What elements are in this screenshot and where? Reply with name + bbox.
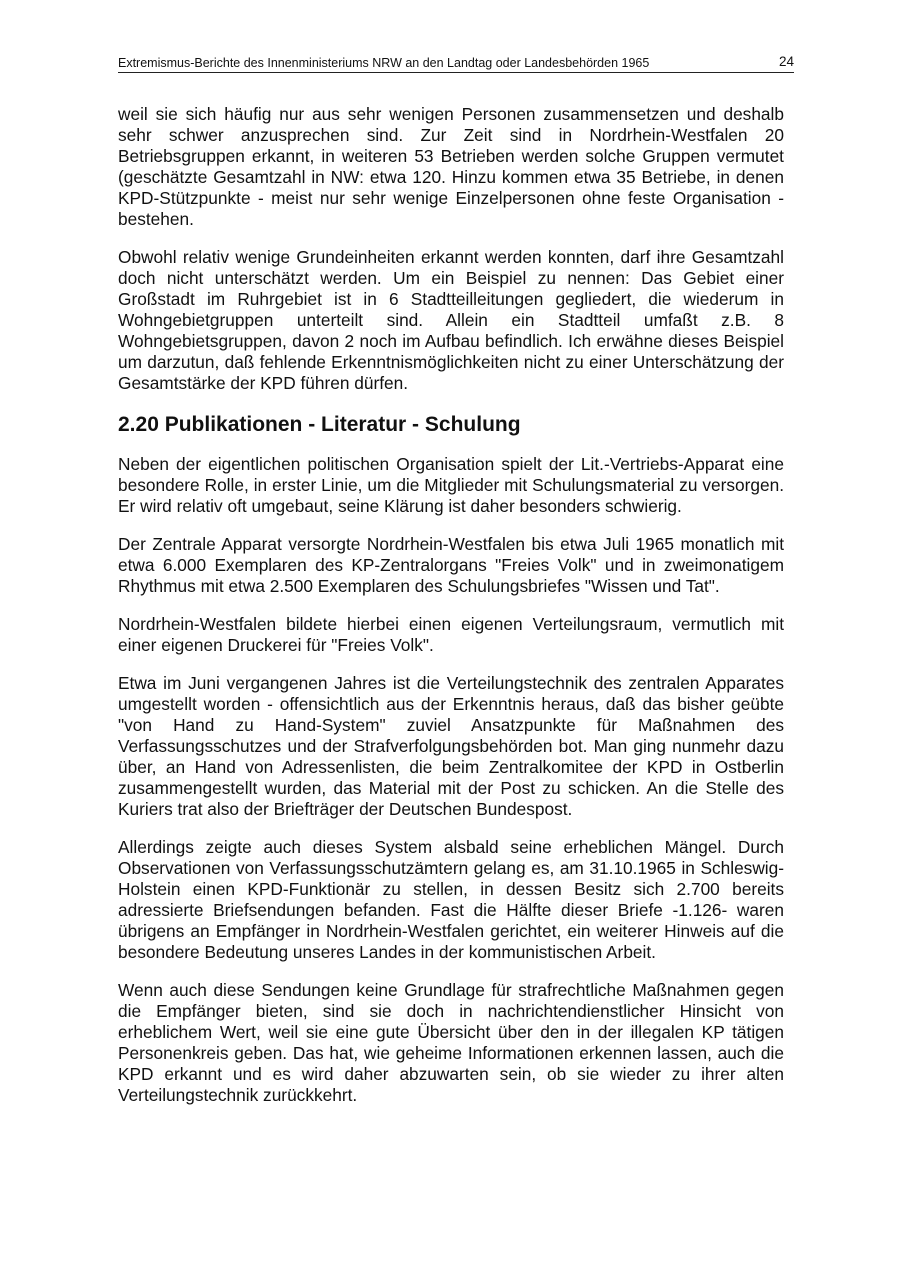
header-title: Extremismus-Berichte des Innenministeriums NRW an den Landtag oder Landesbehörden 1965 — [118, 56, 650, 70]
paragraph-1: weil sie sich häufig nur aus sehr wenigen Personen zusammensetzen und deshalb sehr schwer anzusprechen sind. Zur Zeit sind in Nordrhein-Westfalen 20 Betriebsgruppen erkannt, in weiteren 53 Betrieben werden solche Gruppen vermutet (geschätzte Gesamtzahl in NW: etwa 120. Hinzu kommen etwa 35 Betriebe, in denen KPD-Stützpunkte - meist nur sehr wenige Einzelpersonen ohne feste Organisation - bestehen. — [118, 104, 784, 229]
page-header — [118, 54, 794, 73]
page-number: 24 — [778, 54, 794, 69]
paragraph-6: Etwa im Juni vergangenen Jahres ist die Verteilungstechnik des zentralen Apparates umgestellt worden - offensichtlich aus der Erkenntnis heraus, daß das bisher geübte "von Hand zu Hand-System" zuviel Ansatzpunkte für Maßnahmen des Verfassungsschutzes und der Strafverfolgungsbehörden bot. Man ging nunmehr dazu über, an Hand von Adressenlisten, die beim Zentralkomitee der KPD in Ostberlin zusammengestellt wurden, das Material mit der Post zu schicken. An die Stelle des Kuriers trat also der Briefträger der Deutschen Bundespost. — [118, 673, 784, 819]
paragraph-5: Nordrhein-Westfalen bildete hierbei einen eigenen Verteilungsraum, vermutlich mit einer eigenen Druckerei für "Freies Volk". — [118, 614, 784, 655]
paragraph-2: Obwohl relativ wenige Grundeinheiten erkannt werden konnten, darf ihre Gesamtzahl doch nicht unterschätzt werden. Um ein Beispiel zu nennen: Das Gebiet einer Großstadt im Ruhrgebiet ist in 6 Stadtteilleitungen gegliedert, die wiederum in Wohngebietgruppen unterteilt sind. Allein ein Stadtteil umfaßt z.B. 8 Wohngebietsgruppen, davon 2 noch im Aufbau befindlich. Ich erwähne dieses Beispiel um darzutun, daß fehlende Erkenntnismöglichkeiten nicht zu einer Unterschätzung der Gesamtstärke der KPD führen dürfen. — [118, 247, 784, 393]
section-heading: 2.20 Publikationen - Literatur - Schulung — [118, 413, 521, 436]
paragraph-7: Allerdings zeigte auch dieses System alsbald seine erheblichen Mängel. Durch Observationen von Verfassungsschutzämtern gelang es, am 31.10.1965 in Schleswig-Holstein einen KPD-Funktionär zu stellen, in dessen Besitz sich 2.700 bereits adressierte Briefsendungen befanden. Fast die Hälfte dieser Briefe -1.126- waren übrigens an Empfänger in Nordrhein-Westfalen gerichtet, ein weiterer Hinweis auf die besondere Bedeutung unseres Landes in der kommunistischen Arbeit. — [118, 837, 784, 962]
paragraph-3: Neben der eigentlichen politischen Organisation spielt der Lit.-Vertriebs-Apparat eine besondere Rolle, in erster Linie, um die Mitglieder mit Schulungsmaterial zu versorgen. Er wird relativ oft umgebaut, seine Klärung ist daher besonders schwierig. — [118, 454, 784, 516]
page-body — [118, 104, 784, 1123]
paragraph-4: Der Zentrale Apparat versorgte Nordrhein-Westfalen bis etwa Juli 1965 monatlich mit etwa 6.000 Exemplaren des KP-Zentralorgans "Freies Volk" und in zweimonatigem Rhythmus mit etwa 2.500 Exemplaren des Schulungsbriefes "Wissen und Tat". — [118, 534, 784, 596]
paragraph-8: Wenn auch diese Sendungen keine Grundlage für strafrechtliche Maßnahmen gegen die Empfänger bieten, sind sie doch in nachrichtendienstlicher Hinsicht von erheblichem Wert, weil sie eine gute Übersicht über den in der illegalen KP tätigen Personenkreis geben. Das hat, wie geheime Informationen erkennen lassen, auch die KPD erkannt und es wird daher abzuwarten sein, ob sie wieder zu ihrer alten Verteilungstechnik zurückkehrt. — [118, 980, 784, 1105]
